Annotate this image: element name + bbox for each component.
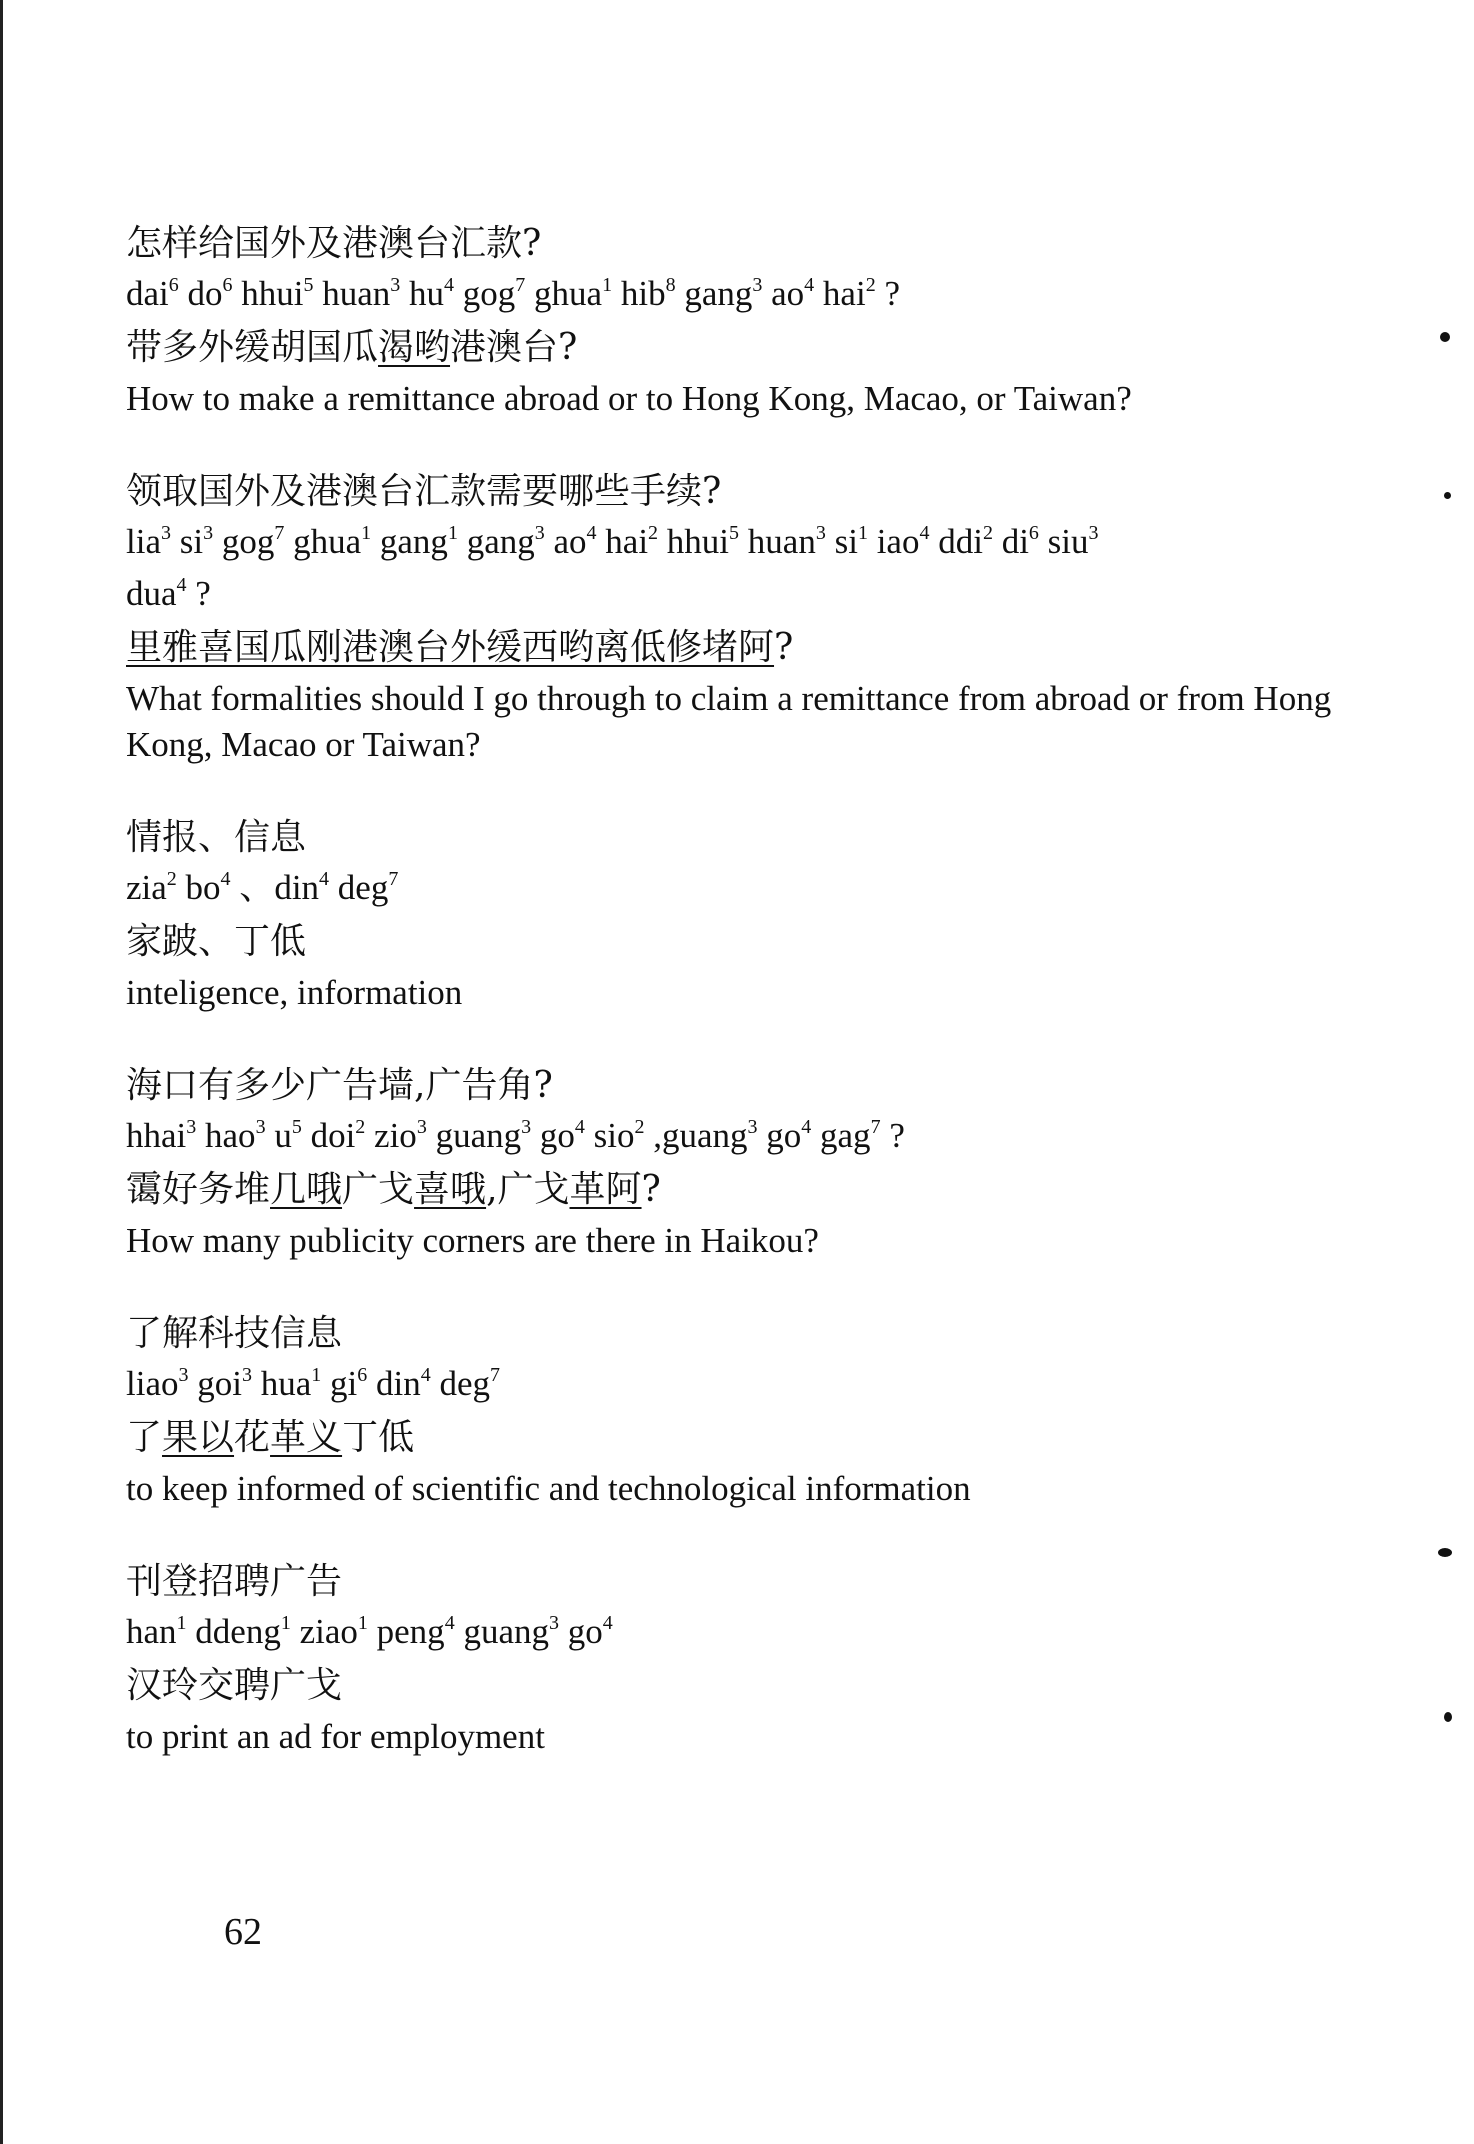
page-number: 62 — [224, 1911, 262, 1953]
pinyin-syllable: guang$^3$ — [661, 1116, 758, 1155]
tone-number: 7 — [274, 522, 285, 544]
tone-number: 4 — [801, 1116, 812, 1138]
hainanese-text — [126, 624, 1346, 672]
pinyin-separator: 、 — [239, 868, 275, 907]
pinyin-syllable: $do^6$ — [187, 274, 233, 313]
phrase-entry — [126, 1310, 1346, 1512]
phrase-entry — [126, 814, 1346, 1016]
pinyin-syllable: $hu^4$ — [409, 274, 455, 313]
pinyin-syllable: han$^1$ — [126, 1612, 187, 1651]
pinyin-syllable: hhui$^5$ — [666, 522, 740, 561]
pinyin-syllable: ghua$^1$ — [293, 522, 372, 561]
pinyin-syllable: siu$^3$ — [1047, 522, 1099, 561]
tone-number: 7 — [515, 274, 526, 296]
tone-number: 3 — [186, 1116, 197, 1138]
pinyin-syllable: huan$^3$ — [322, 274, 401, 313]
english-text: How to make a remittance abroad or to Hong Kong, Macao, or Taiwan? — [126, 379, 1132, 418]
tone-number: 2 — [166, 868, 177, 890]
tone-number: 3 — [521, 1116, 532, 1138]
text-segment: 带多外缓胡国瓜 — [126, 327, 379, 368]
tone-number: 6 — [1028, 522, 1039, 544]
pinyin-syllable: hhai$^3$ — [126, 1116, 197, 1155]
underlined-segment: 修堵阿 — [666, 627, 775, 668]
pinyin-punct: ? — [884, 274, 900, 313]
tone-number: 4 — [602, 1612, 613, 1634]
tone-number: 2 — [355, 1116, 366, 1138]
pinyin-text — [126, 1110, 1346, 1162]
phrase-entry — [126, 468, 1346, 768]
tone-number: 4 — [420, 1364, 431, 1386]
pinyin-syllable: $bo^4$ — [185, 868, 231, 907]
tone-number: 3 — [752, 274, 763, 296]
tone-number: 4 — [586, 522, 597, 544]
pinyin-syllable: goi$^3$ — [197, 1364, 252, 1403]
pinyin-syllable: hai$^2$ — [605, 522, 659, 561]
pinyin-syllable: din$^4$ — [376, 1364, 431, 1403]
hainanese-text — [126, 1662, 1346, 1710]
pinyin-syllable: deg$^7$ — [439, 1364, 501, 1403]
pinyin-punct: ? — [889, 1116, 905, 1155]
pinyin-syllable: dua$^4$ — [126, 574, 187, 613]
tone-number: 3 — [534, 522, 545, 544]
tone-number: 7 — [870, 1116, 881, 1138]
text-segment: 家跛、丁低 — [126, 921, 307, 962]
chinese-text: 了解科技信息 — [126, 1313, 343, 1354]
pinyin-syllable: gog$^7$ — [221, 522, 285, 561]
text-segment: 丁低 — [342, 1417, 415, 1458]
tone-number: 4 — [176, 574, 187, 596]
pinyin-syllable: $u^5$ — [274, 1116, 302, 1155]
pinyin-syllable: hhui$^5$ — [241, 274, 314, 313]
pinyin-syllable: hua$^1$ — [260, 1364, 322, 1403]
pinyin-syllable: ghua$^1$ — [534, 274, 613, 313]
pinyin-text — [126, 516, 1346, 620]
tone-number: 3 — [548, 1612, 559, 1634]
tone-number: 2 — [865, 274, 876, 296]
tone-number: 3 — [390, 274, 401, 296]
tone-number: 3 — [178, 1364, 189, 1386]
underlined-segment: 几哦 — [270, 1169, 343, 1210]
tone-number: 3 — [255, 1116, 266, 1138]
english-text: What formalities should I go through to claim a remittance from abroad or from Hong Kong, Macao or Taiwan? — [126, 679, 1332, 764]
pinyin-syllable: dai$^6$ — [126, 274, 179, 313]
text-segment: 汉玲交聘广戈 — [126, 1665, 343, 1706]
tone-number: 1 — [602, 274, 613, 296]
underlined-segment: 革阿 — [569, 1169, 642, 1210]
text-segment: 花 — [234, 1417, 271, 1458]
tone-number: 2 — [634, 1116, 645, 1138]
pinyin-text — [126, 862, 1346, 914]
tone-number: 8 — [665, 274, 676, 296]
pinyin-syllable: hib$^8$ — [620, 274, 676, 313]
pinyin-syllable: $gi^6$ — [330, 1364, 368, 1403]
tone-number: 4 — [574, 1116, 585, 1138]
tone-number: 3 — [203, 522, 214, 544]
tone-number: 1 — [447, 522, 458, 544]
pinyin-syllable: $di^6$ — [1001, 522, 1039, 561]
tone-number: 4 — [444, 1612, 455, 1634]
pinyin-syllable: $go^4$ — [766, 1116, 812, 1155]
underlined-segment: 里雅喜国瓜刚港澳台外缓西哟离低 — [126, 627, 667, 668]
pinyin-text — [126, 1606, 1346, 1658]
text-segment: 了 — [126, 1417, 163, 1458]
pinyin-separator: , — [653, 1116, 662, 1155]
tone-number: 7 — [490, 1364, 501, 1386]
phrase-entry — [126, 1558, 1346, 1760]
hainanese-text — [126, 918, 1346, 966]
pinyin-syllable: iao$^4$ — [876, 522, 930, 561]
pinyin-syllable: hao$^3$ — [205, 1116, 266, 1155]
tone-number: 6 — [168, 274, 179, 296]
pinyin-syllable: $si^1$ — [834, 522, 868, 561]
pinyin-syllable: liao$^3$ — [126, 1364, 189, 1403]
tone-number: 5 — [291, 1116, 302, 1138]
tone-number: 3 — [747, 1116, 758, 1138]
tone-number: 3 — [416, 1116, 427, 1138]
hainanese-text — [126, 1166, 1346, 1214]
pinyin-syllable: sio$^2$ — [593, 1116, 645, 1155]
english-text: inteligence, information — [126, 973, 463, 1012]
scan-speck — [1444, 1712, 1452, 1722]
tone-number: 1 — [176, 1612, 187, 1634]
pinyin-syllable: guang$^3$ — [463, 1612, 559, 1651]
pinyin-syllable: peng$^4$ — [376, 1612, 455, 1651]
hainanese-text — [126, 1414, 1346, 1462]
pinyin-syllable: gog$^7$ — [462, 274, 526, 313]
chinese-text: 情报、信息 — [126, 817, 307, 858]
pinyin-syllable: ddeng$^1$ — [195, 1612, 291, 1651]
pinyin-punct: ? — [195, 574, 211, 613]
tone-number: 4 — [220, 868, 231, 890]
tone-number: 6 — [222, 274, 233, 296]
pinyin-syllable: zia$^2$ — [126, 868, 177, 907]
underlined-segment: 革义 — [270, 1417, 343, 1458]
pinyin-syllable: gang$^3$ — [684, 274, 763, 313]
tone-number: 2 — [982, 522, 993, 544]
pinyin-syllable: ziao$^1$ — [299, 1612, 368, 1651]
scan-speck — [1438, 1548, 1452, 1557]
pinyin-syllable: $ao^4$ — [553, 522, 597, 561]
text-segment: 霭好务堆 — [126, 1169, 271, 1210]
tone-number: 7 — [388, 868, 399, 890]
pinyin-syllable: zio$^3$ — [374, 1116, 427, 1155]
tone-number: 4 — [804, 274, 815, 296]
tone-number: 5 — [303, 274, 314, 296]
phrase-list — [126, 220, 1346, 1806]
scan-speck — [1440, 332, 1450, 342]
pinyin-syllable: deg$^7$ — [337, 868, 399, 907]
tone-number: 4 — [444, 274, 455, 296]
pinyin-text — [126, 268, 1346, 320]
text-segment: 广戈 — [342, 1169, 415, 1210]
tone-number: 5 — [729, 522, 740, 544]
pinyin-syllable: lia$^3$ — [126, 522, 171, 561]
tone-number: 1 — [361, 522, 372, 544]
text-segment: 港澳台? — [450, 327, 578, 368]
tone-number: 1 — [357, 1612, 368, 1634]
tone-number: 4 — [919, 522, 930, 544]
english-text: to print an ad for employment — [126, 1717, 545, 1756]
pinyin-syllable: $ao^4$ — [771, 274, 815, 313]
page-edge — [0, 0, 3, 2144]
tone-number: 1 — [857, 522, 868, 544]
tone-number: 4 — [319, 868, 330, 890]
text-segment: ? — [774, 627, 794, 668]
underlined-segment: 渴哟 — [378, 327, 451, 368]
chinese-text: 刊登招聘广告 — [126, 1561, 343, 1602]
english-text: How many publicity corners are there in Haikou? — [126, 1221, 819, 1260]
tone-number: 3 — [160, 522, 171, 544]
tone-number: 1 — [311, 1364, 322, 1386]
phrase-entry — [126, 1062, 1346, 1264]
pinyin-syllable: $si^3$ — [179, 522, 214, 561]
underlined-segment: 喜哦 — [414, 1169, 487, 1210]
phrase-entry — [126, 220, 1346, 422]
text-segment: ? — [641, 1169, 661, 1210]
pinyin-syllable: doi$^2$ — [310, 1116, 366, 1155]
tone-number: 6 — [357, 1364, 368, 1386]
pinyin-syllable: din$^4$ — [274, 868, 330, 907]
pinyin-syllable: gag$^7$ — [820, 1116, 881, 1155]
pinyin-syllable: $go^4$ — [567, 1612, 613, 1651]
tone-number: 3 — [241, 1364, 252, 1386]
pinyin-text — [126, 1358, 1346, 1410]
tone-number: 1 — [280, 1612, 291, 1634]
pinyin-syllable: guang$^3$ — [435, 1116, 532, 1155]
chinese-text: 海口有多少广告墙,广告角? — [126, 1065, 553, 1106]
pinyin-syllable: huan$^3$ — [747, 522, 826, 561]
pinyin-syllable: $go^4$ — [539, 1116, 585, 1155]
underlined-segment: 果以 — [162, 1417, 235, 1458]
chinese-text: 领取国外及港澳台汇款需要哪些手续? — [126, 471, 722, 512]
text-segment: ,广戈 — [486, 1169, 570, 1210]
pinyin-syllable: ddi$^2$ — [938, 522, 993, 561]
pinyin-syllable: hai$^2$ — [822, 274, 876, 313]
pinyin-syllable: gang$^1$ — [379, 522, 458, 561]
chinese-text: 怎样给国外及港澳台汇款? — [126, 223, 542, 264]
hainanese-text — [126, 324, 1346, 372]
scan-speck — [1444, 492, 1451, 499]
tone-number: 3 — [1088, 522, 1099, 544]
pinyin-syllable: gang$^3$ — [466, 522, 545, 561]
english-text: to keep informed of scientific and technological information — [126, 1469, 971, 1508]
tone-number: 2 — [648, 522, 659, 544]
tone-number: 3 — [815, 522, 826, 544]
